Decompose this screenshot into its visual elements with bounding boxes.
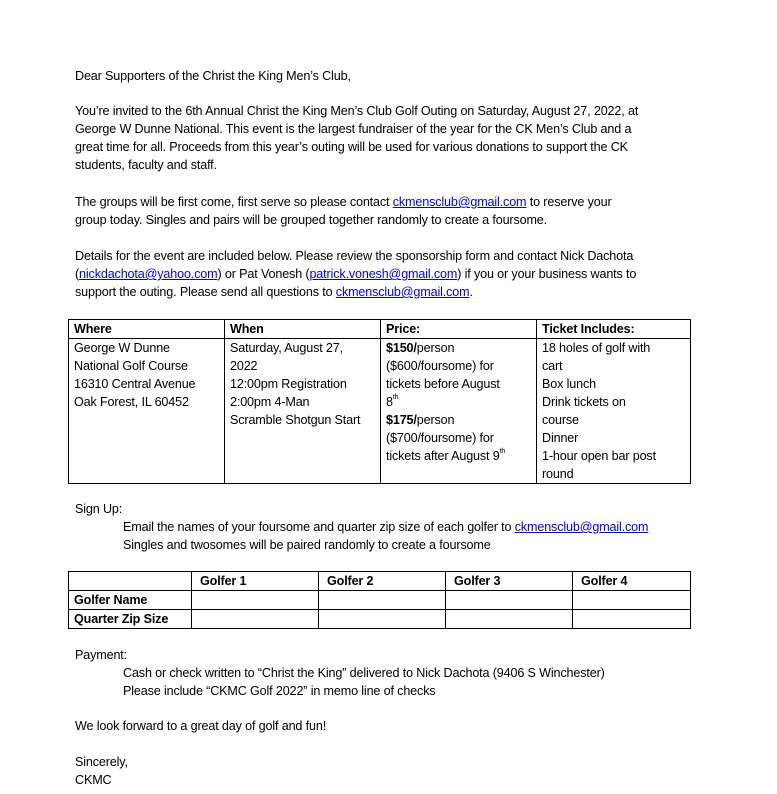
header-blank: [69, 572, 192, 591]
table-header-row: [69, 572, 691, 591]
golfer-name-cell[interactable]: [573, 591, 691, 610]
header-where: Where: [69, 320, 225, 339]
header-golfer-4: Golfer 4: [573, 572, 691, 591]
row-label: Quarter Zip Size: [69, 610, 192, 629]
groups-line: [75, 193, 612, 211]
signoff: Sincerely,: [75, 755, 128, 769]
text: Scramble Shotgun Start: [230, 413, 361, 427]
signup-label: Sign Up:: [75, 502, 123, 516]
table-header-row: [69, 320, 691, 339]
text: 2:00pm 4-Man: [230, 395, 310, 409]
nick-email-link[interactable]: nickdachota@yahoo.com: [79, 267, 218, 281]
price-cell: [381, 339, 537, 484]
text: [386, 411, 531, 429]
text: to reserve your: [526, 195, 612, 209]
text: National Golf Course: [74, 359, 188, 373]
header-golfer-1: Golfer 1: [192, 572, 319, 591]
text: [386, 339, 531, 357]
text: tickets before August: [386, 377, 500, 391]
header-includes: Ticket Includes:: [537, 320, 691, 339]
text: Drink tickets on: [542, 395, 626, 409]
header-when: When: [225, 320, 381, 339]
zip-size-cell[interactable]: [573, 610, 691, 629]
text: 16310 Central Avenue: [74, 377, 196, 391]
club-email-link[interactable]: ckmensclub@gmail.com: [514, 520, 649, 534]
pat-email-link[interactable]: patrick.vonesh@gmail.com: [309, 267, 458, 281]
groups-line: group today. Singles and pairs will be grouped together randomly to create a foursome.: [75, 213, 548, 227]
details-line: Details for the event are included below. Please review the sponsorship form and contact Nick Dachota: [75, 249, 634, 263]
zip-size-cell[interactable]: [192, 610, 319, 629]
payment-label: Payment:: [75, 648, 127, 662]
zip-size-cell[interactable]: [319, 610, 446, 629]
golfer-table: [68, 571, 691, 629]
text: ($600/foursome) for: [386, 359, 494, 373]
text: 8: [386, 395, 393, 409]
zip-size-cell[interactable]: [446, 610, 573, 629]
text: tickets after August 9: [386, 449, 500, 463]
signature: CKMC: [75, 773, 112, 787]
text: [386, 393, 531, 411]
includes-cell: [537, 339, 691, 484]
text: 18 holes of golf with: [542, 341, 651, 355]
text: ) if you or your business wants to: [457, 267, 637, 281]
payment-line: Cash or check written to “Christ the King” delivered to Nick Dachota (9406 S Winchester): [123, 666, 605, 680]
golfer-name-cell[interactable]: [319, 591, 446, 610]
greeting: Dear Supporters of the Christ the King Men’s Club,: [75, 69, 351, 83]
signup-line: Singles and twosomes will be paired randomly to create a foursome: [123, 538, 491, 552]
text: .: [469, 285, 473, 299]
text: Box lunch: [542, 377, 596, 391]
intro-line: You’re invited to the 6th Annual Christ the King Men’s Club Golf Outing on Saturday, August 27, 2022, at: [75, 104, 639, 118]
text: 2022: [230, 359, 258, 373]
intro-line: students, faculty and staff.: [75, 158, 217, 172]
when-cell: [225, 339, 381, 484]
text: Email the names of your foursome and quarter zip size of each golfer to: [123, 520, 515, 534]
header-golfer-3: Golfer 3: [446, 572, 573, 591]
intro-line: George W Dunne National. This event is the largest fundraiser of the year for the CK Men’s Club and a: [75, 122, 632, 136]
intro-line: great time for all. Proceeds from this year’s outing will be used for various donations to support the CK: [75, 140, 628, 154]
text: ($700/foursome) for: [386, 431, 494, 445]
text: (: [75, 267, 80, 281]
table-row: [69, 610, 691, 629]
text: th: [392, 394, 399, 401]
text: person: [416, 341, 455, 355]
header-golfer-2: Golfer 2: [319, 572, 446, 591]
text: The groups will be first come, first serve so please contact: [75, 195, 393, 209]
event-table: [68, 319, 691, 484]
table-row: [69, 339, 691, 484]
text: course: [542, 413, 579, 427]
text: [386, 447, 531, 465]
table-row: [69, 591, 691, 610]
golfer-name-cell[interactable]: [446, 591, 573, 610]
payment-line: Please include “CKMC Golf 2022” in memo line of checks: [123, 684, 436, 698]
text: person: [416, 413, 455, 427]
text: George W Dunne: [74, 341, 170, 355]
text: round: [542, 467, 574, 481]
text: Dinner: [542, 431, 579, 445]
text: 1-hour open bar post: [542, 449, 656, 463]
row-label: Golfer Name: [69, 591, 192, 610]
closing: We look forward to a great day of golf and fun!: [75, 719, 327, 733]
details-line: [75, 283, 473, 301]
details-line: [75, 265, 636, 283]
where-cell: [69, 339, 225, 484]
text: Oak Forest, IL 60452: [74, 395, 189, 409]
text: 12:00pm Registration: [230, 377, 347, 391]
text: support the outing. Please send all questions to: [75, 285, 336, 299]
text: cart: [542, 359, 563, 373]
club-email-link[interactable]: ckmensclub@gmail.com: [392, 195, 527, 209]
header-price: Price:: [381, 320, 537, 339]
text: ) or Pat Vonesh (: [217, 267, 310, 281]
text: th: [499, 448, 506, 455]
price-late: $175/: [386, 413, 417, 427]
golfer-name-cell[interactable]: [192, 591, 319, 610]
club-email-link[interactable]: ckmensclub@gmail.com: [335, 285, 470, 299]
price-early: $150/: [386, 341, 417, 355]
text: Saturday, August 27,: [230, 341, 343, 355]
signup-line: [123, 518, 648, 536]
